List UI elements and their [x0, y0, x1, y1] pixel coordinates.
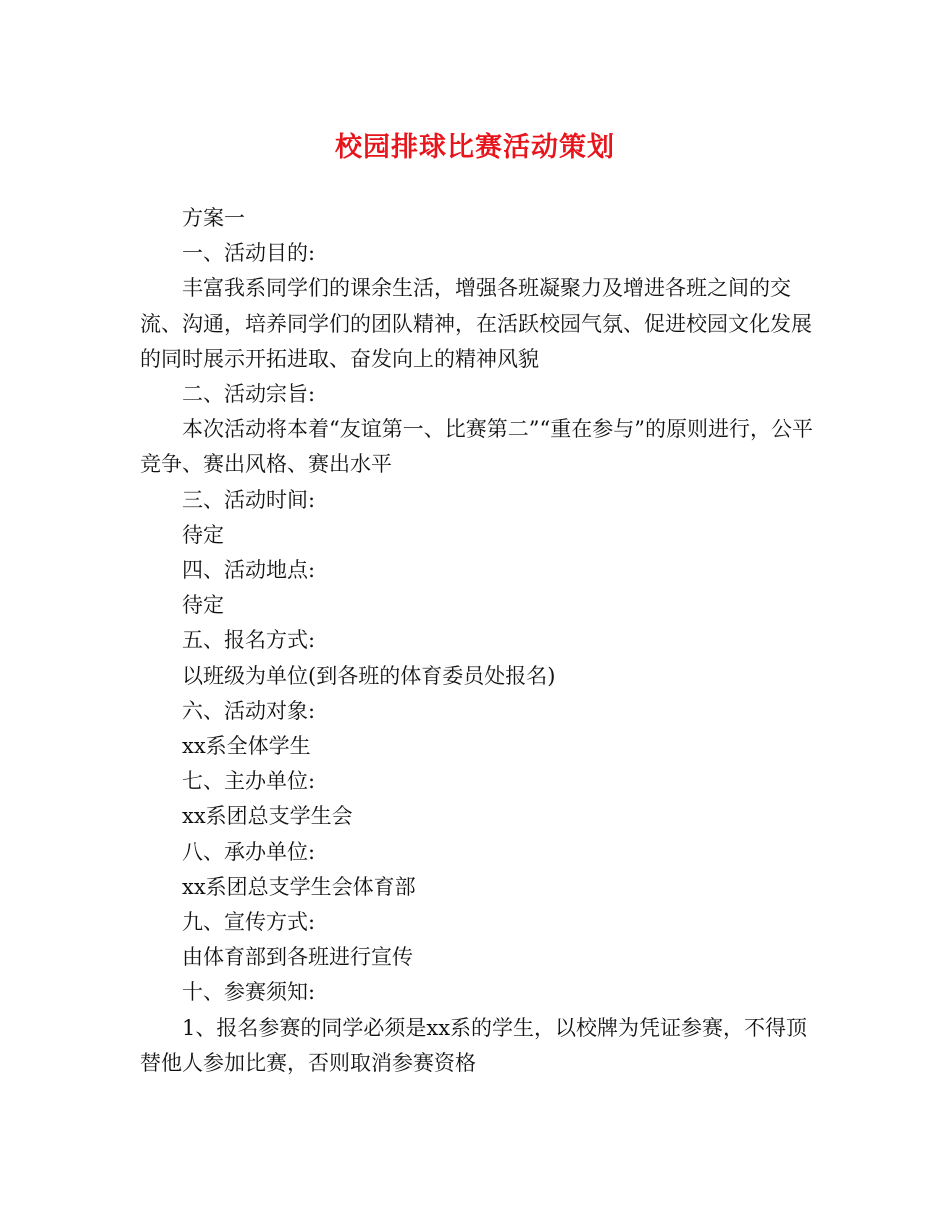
paragraph-time: 待定 [182, 522, 224, 547]
heading-location: 四、活动地点: [182, 558, 316, 583]
heading-publicity: 九、宣传方式: [182, 910, 316, 935]
paragraph-organizer: xx系团总支学生会 [182, 804, 353, 829]
paragraph-principle: 本次活动将本着“友谊第一、比赛第二”“重在参与”的原则进行，公平竞争、赛出风格、赛出水平 [140, 417, 813, 477]
heading-organizer: 七、主办单位: [182, 769, 316, 794]
heading-principle: 二、活动宗旨: [182, 382, 316, 407]
document-title: 校园排球比赛活动策划 [335, 132, 615, 163]
paragraph-registration: 以班级为单位(到各班的体育委员处报名) [182, 663, 556, 688]
paragraph-host: xx系团总支学生会体育部 [182, 874, 416, 899]
heading-purpose: 一、活动目的: [182, 241, 316, 266]
heading-rules: 十、参赛须知: [182, 980, 316, 1005]
document-body [140, 201, 825, 1081]
heading-registration: 五、报名方式: [182, 628, 316, 653]
heading-host: 八、承办单位: [182, 839, 316, 864]
heading-participants: 六、活动对象: [182, 698, 316, 723]
heading-time: 三、活动时间: [182, 487, 316, 512]
paragraph-participants: xx系全体学生 [182, 734, 311, 759]
paragraph-plan-one: 方案一 [182, 206, 245, 230]
paragraph-location: 待定 [182, 593, 224, 618]
paragraph-purpose: 丰富我系同学们的课余生活，增强各班凝聚力及增进各班之间的交流、沟通，培养同学们的团队精神，在活跃校园气氛、促进校园文化发展的同时展示开拓进取、奋发向上的精神风貌 [140, 276, 812, 371]
paragraph-rule-1: 1、报名参赛的同学必须是xx系的学生，以校牌为凭证参赛，不得顶替他人参加比赛，否则取消参赛资格 [140, 1015, 808, 1075]
paragraph-publicity: 由体育部到各班进行宣传 [182, 945, 413, 970]
